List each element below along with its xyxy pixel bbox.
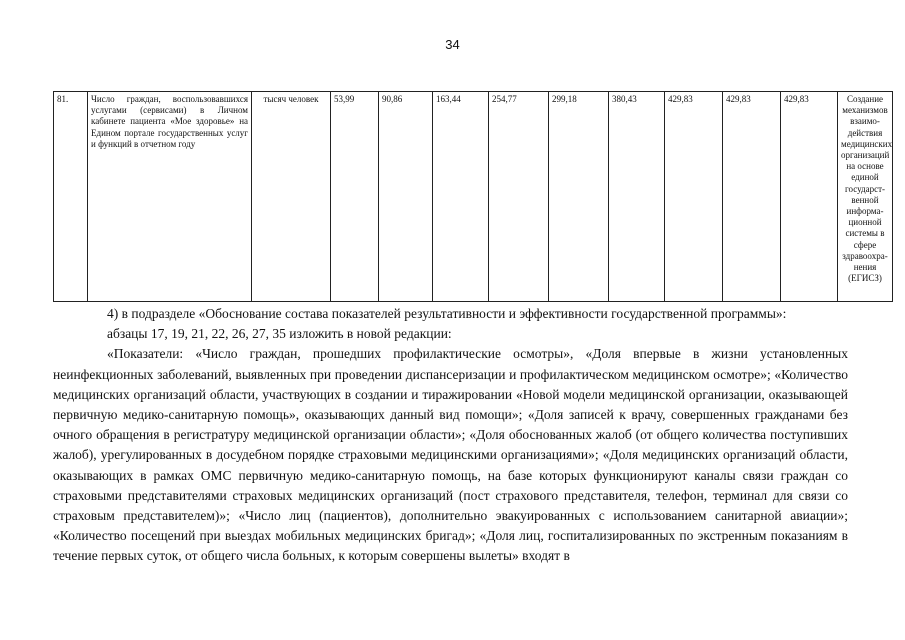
value-cell: 429,83 [781,92,838,302]
paragraph: 4) в подразделе «Обоснование состава показателей результативности и эффективности государственной программы»: [107,306,787,321]
table-row [54,92,893,302]
paragraph: абзацы 17, 19, 21, 22, 26, 27, 35 изложить в новой редакции: [107,326,452,342]
value-cell: 53,99 [331,92,379,302]
indicator-name-cell: Число граждан, воспользовавшихся услугами (сервисами) в Личном кабинете пациента «Мое здоровье» на Едином портале государственных услуг и функций в отчетном году [88,92,252,302]
value-cell: 380,43 [609,92,665,302]
paragraph: «Показатели: «Число граждан, прошедших профилактические осмотры», «Доля впервые в жизни установленных неинфекционных заболеваний, выявленных при проведении диспансеризации и профилактическом медицинском осмотре»; «Количество медицинских организаций области, участвующих в создании и тиражировании «Новой модели медицинской организации, оказывающей первичную медико-санитарную помощь», оказывающих данный вид помощи»; «Доля записей к врачу, совершенных гражданами без очного обращения в регистратуру медицинской организации области»; «Доля обоснованных жалоб (от общего количества поступивших жалоб), урегулированных в досудебном порядке страховыми медицинскими организациями»; «Доля медицинских организаций области, оказывающих в рамках ОМС первичную медико-санитарную помощь, на базе которых функционируют каналы связи граждан со страховыми представителями страховых медицинских организаций (пост страхового представителя, телефон, терминал для связи со страховым представителем)»; «Число лиц (пациентов), дополнительно эвакуированных с использованием санитарной авиации»; «Количество посещений при выездах мобильных медицинских бригад»; «Доля лиц, госпитализированных по экстренным показаниям в течение первых суток, от общего числа больных, к которым совершены вылеты» входят в [53,346,848,564]
value-cell: 163,44 [433,92,489,302]
value-cell: 90,86 [379,92,433,302]
page-number: 34 [445,37,460,52]
value-cell: 429,83 [723,92,781,302]
value-cell: 299,18 [549,92,609,302]
unit-cell: тысяч человек [252,92,331,302]
value-cell: 429,83 [665,92,723,302]
note-cell: Создание механизмов взаимо-действия медицинских организаций на основе единой государст-венной информа-ционной системы в сфере здравоохра-нения (ЕГИСЗ) [838,92,893,302]
indicator-table [53,91,893,302]
body-text [53,304,848,567]
value-cell: 254,77 [489,92,549,302]
row-number-cell: 81. [54,92,88,302]
